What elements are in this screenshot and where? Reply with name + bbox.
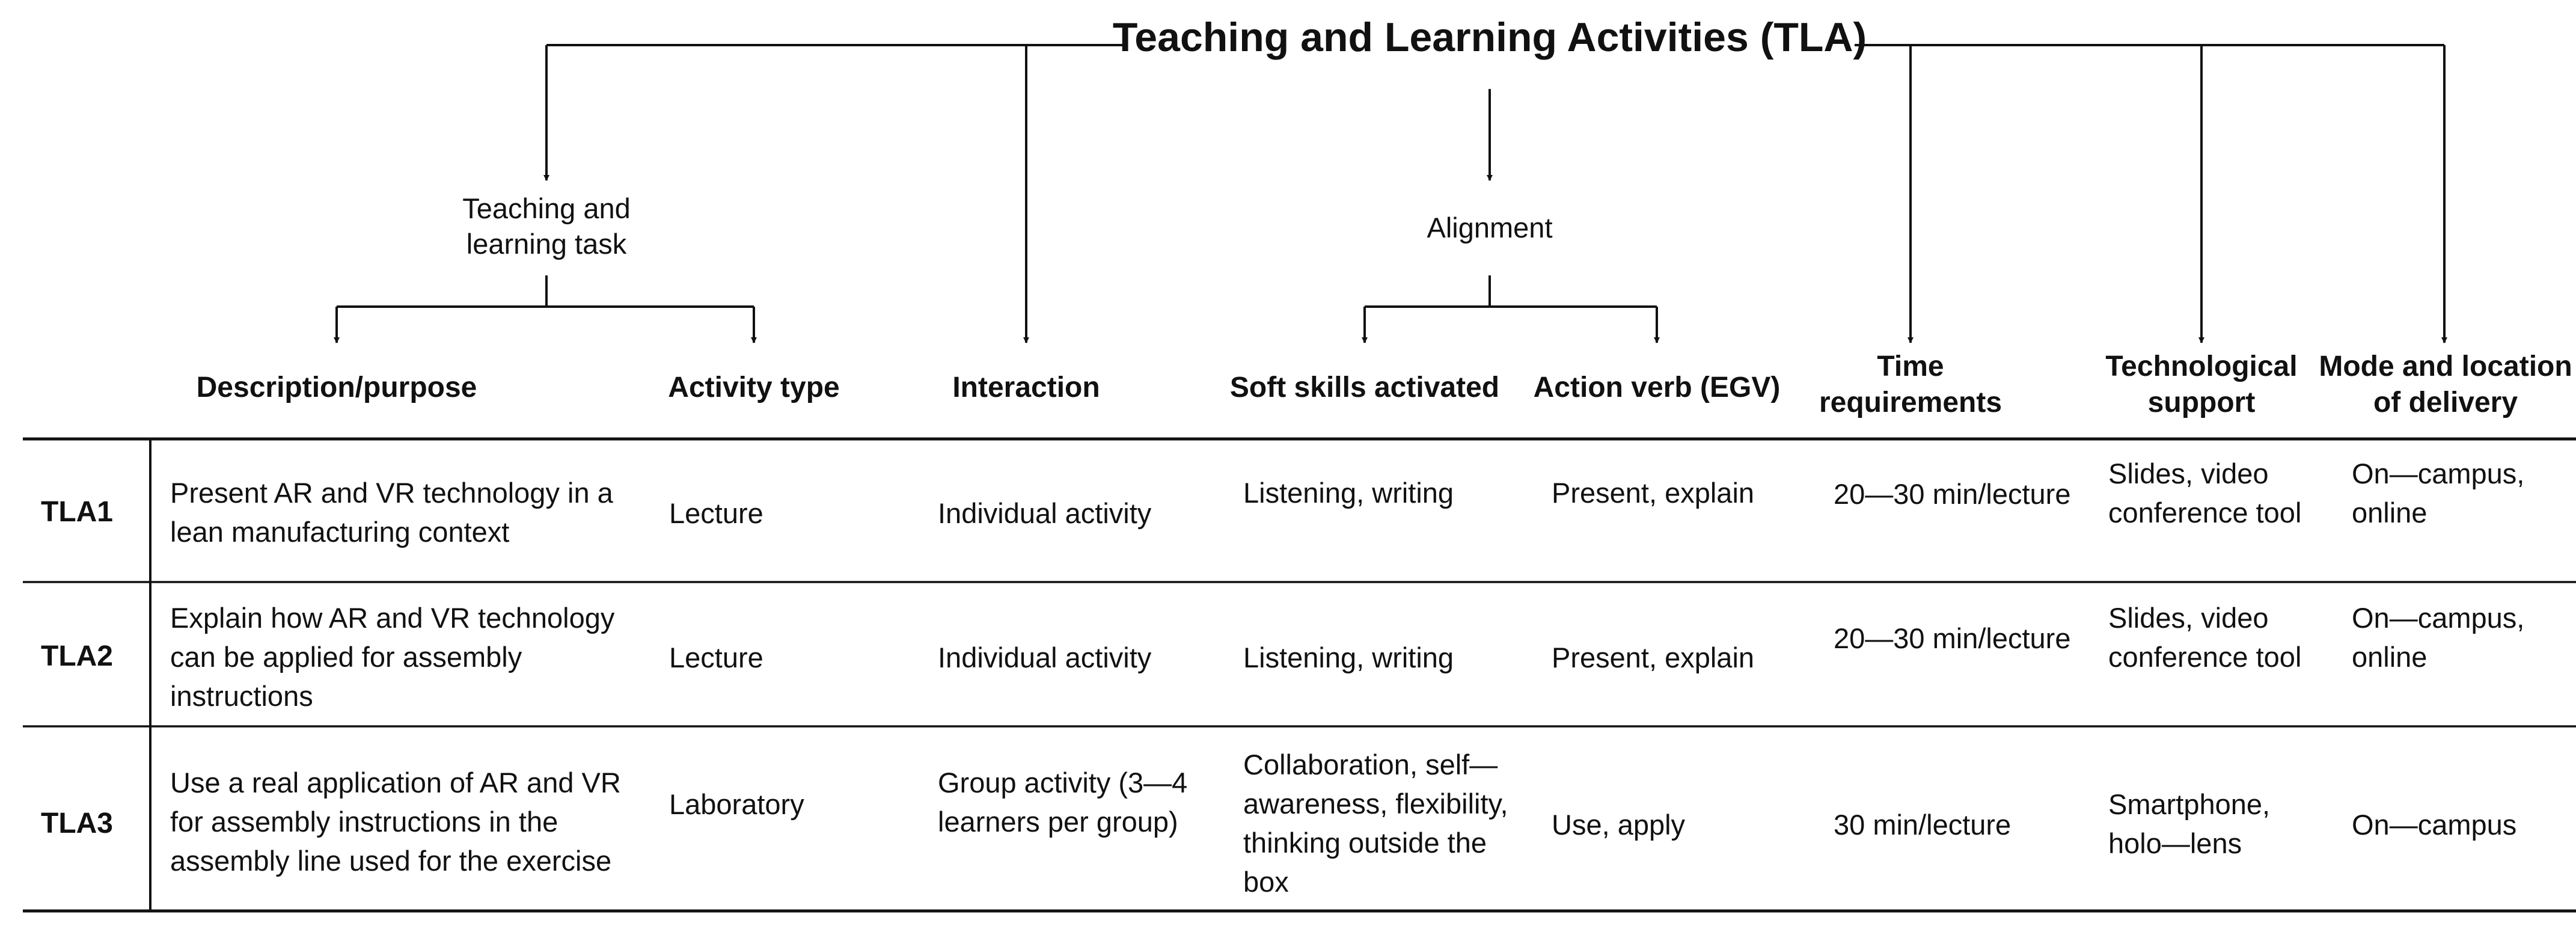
row-id: TLA3 [41, 808, 113, 839]
cell-mode: On—campus, online [2352, 458, 2525, 529]
cell-mode: On—campus, online [2352, 602, 2525, 673]
cell-description: Explain how AR and VR technology can be applied for assembly instructions [170, 602, 615, 712]
header-description: Description/purpose [196, 372, 477, 403]
cell-time: 20—30 min/lecture [1834, 478, 2071, 510]
header-time: Time requirements [1819, 351, 2002, 418]
cell-tech: Slides, video conference tool [2108, 458, 2302, 529]
cell-soft-skills: Collaboration, self— awareness, flexibility, thinking outside the box [1243, 749, 1508, 898]
cell-description: Present AR and VR technology in a lean manufacturing context [170, 477, 613, 548]
header-soft-skills: Soft skills activated [1229, 372, 1500, 403]
cell-time: 20—30 min/lecture [1834, 622, 2071, 654]
cell-action-verb: Present, explain [1552, 642, 1755, 673]
task-branch [337, 275, 754, 307]
cell-action-verb: Use, apply [1552, 809, 1686, 841]
header-mode: Mode and location of delivery [2319, 351, 2572, 418]
cell-interaction: Group activity (3—4 learners per group) [938, 767, 1188, 838]
header-interaction: Interaction [952, 372, 1100, 403]
row-id: TLA2 [41, 640, 113, 672]
cell-mode: On—campus [2352, 809, 2517, 841]
header-action-verb: Action verb (EGV) [1533, 372, 1781, 403]
cell-soft-skills: Listening, writing [1243, 477, 1454, 509]
cell-tech: Slides, video conference tool [2108, 602, 2302, 673]
cell-tech: Smartphone, holo—lens [2108, 788, 2271, 859]
diagram-title: Teaching and Learning Activities (TLA) [1112, 14, 1867, 60]
cell-interaction: Individual activity [938, 642, 1152, 673]
header-activity-type: Activity type [668, 372, 840, 403]
cell-description: Use a real application of AR and VR for assembly instructions in the assembly line used for the exercise [170, 767, 621, 877]
cell-activity-type: Lecture [669, 497, 763, 529]
cell-soft-skills: Listening, writing [1243, 642, 1454, 673]
row-id: TLA1 [41, 496, 113, 528]
cell-interaction: Individual activity [938, 497, 1152, 529]
alignment-branch [1365, 275, 1657, 307]
cell-activity-type: Lecture [669, 642, 763, 673]
group-label-alignment: Alignment [1427, 212, 1553, 244]
cell-activity-type: Laboratory [669, 788, 804, 820]
cell-time: 30 min/lecture [1834, 809, 2012, 841]
group-label-task: Teaching and learning task [462, 192, 631, 260]
cell-action-verb: Present, explain [1552, 477, 1755, 509]
header-tech: Technological support [2105, 351, 2298, 418]
